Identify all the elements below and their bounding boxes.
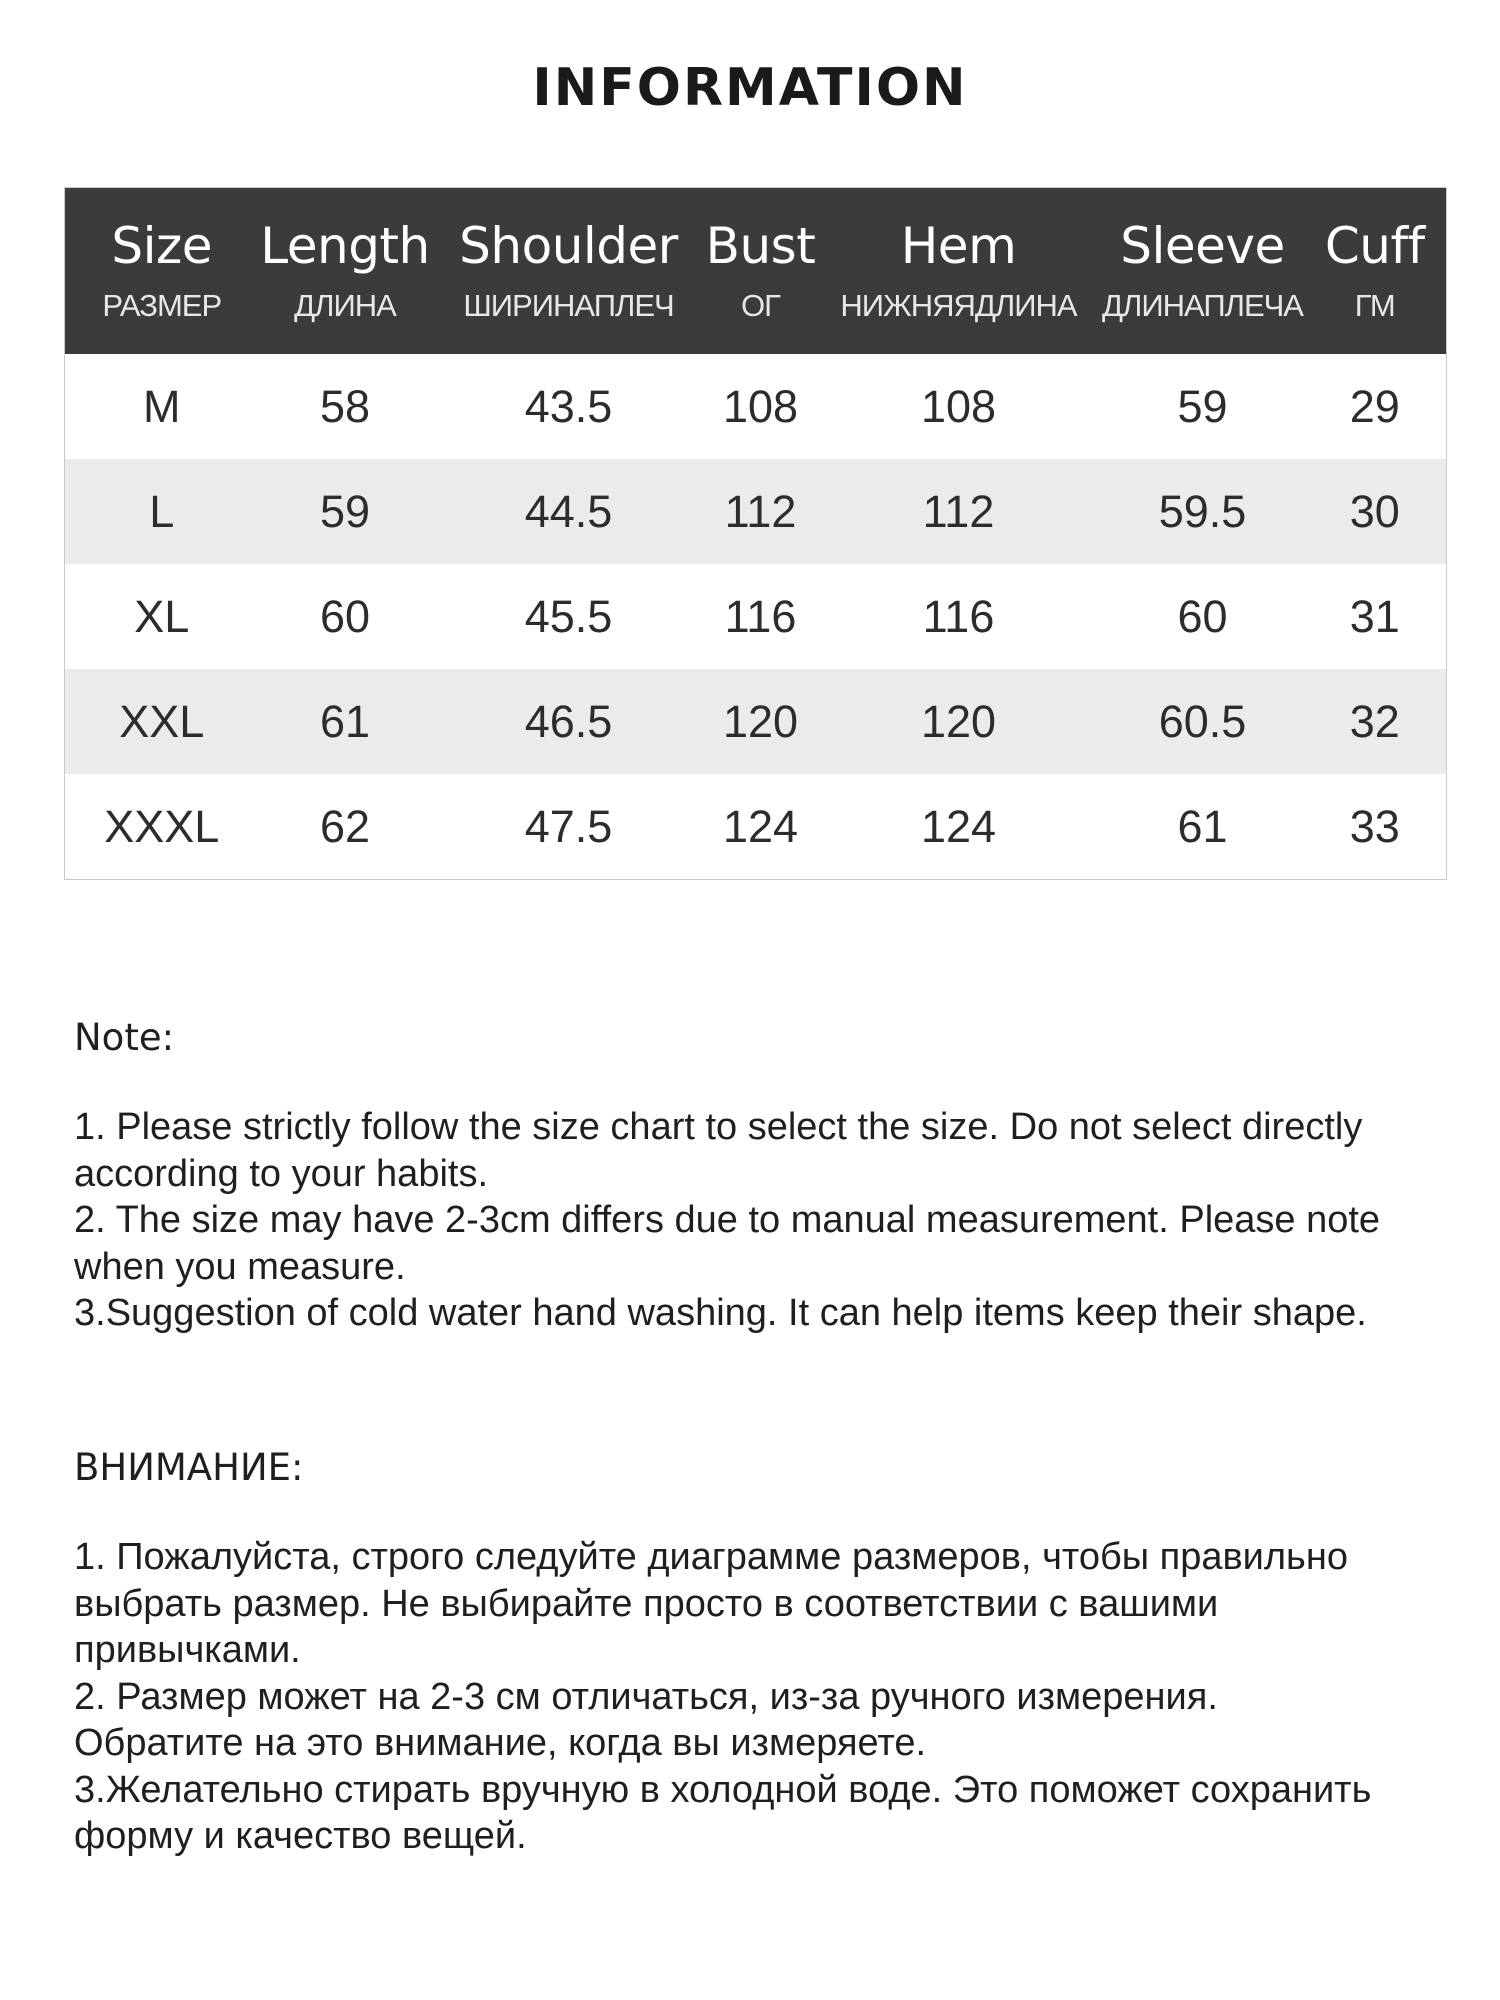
table-cell: 112 [922, 485, 995, 537]
table-cell: XXL [119, 695, 205, 747]
note-line: according to your habits. [74, 1152, 489, 1195]
table-row [65, 459, 1447, 564]
table-cell: 30 [1349, 485, 1400, 537]
column-header-ru: НИЖНЯЯДЛИНА [840, 288, 1077, 323]
table-cell: 33 [1349, 800, 1400, 852]
size-chart-table [64, 187, 1447, 880]
table-body [65, 354, 1447, 880]
note-line: 3.Suggestion of cold water hand washing. It can help items keep their shape. [74, 1292, 1367, 1334]
note-line: Обратите на это внимание, когда вы измеряете. [74, 1722, 927, 1764]
table-row [65, 669, 1447, 774]
column-header-ru: РАЗМЕР [102, 288, 222, 323]
column-header-en: Cuff [1324, 217, 1425, 275]
table-cell: 59.5 [1158, 485, 1247, 537]
table-cell: 108 [722, 380, 799, 432]
table-cell: 44.5 [524, 485, 613, 537]
note-russian [74, 1440, 1454, 1860]
column-header-sleeve [1102, 188, 1304, 355]
note-line: 2. The size may have 2-3cm differs due to manual measurement. Please note [74, 1199, 1381, 1241]
table-row [65, 774, 1447, 880]
column-header-en: Shoulder [459, 217, 678, 275]
table-cell: 108 [920, 380, 997, 432]
page-title: INFORMATION [532, 58, 968, 118]
table-cell: 32 [1349, 695, 1400, 747]
table-cell: 62 [319, 800, 371, 852]
table-cell: 112 [724, 485, 797, 537]
note-heading: ВНИМАНИЕ: [74, 1446, 304, 1489]
note-line: привычками. [74, 1629, 301, 1671]
column-header-en: Hem [900, 217, 1017, 275]
note-line: when you measure. [74, 1245, 406, 1288]
table-row [65, 354, 1447, 459]
table-cell: 61 [1177, 800, 1228, 852]
column-header-ru: ДЛИНА [294, 288, 396, 323]
table-cell: 60.5 [1158, 695, 1247, 747]
table-cell: XXXL [104, 800, 220, 852]
table-cell: 47.5 [524, 800, 613, 852]
note-english [74, 1010, 1454, 1337]
column-header-ru: ОГ [741, 288, 780, 323]
table-cell: 124 [920, 800, 997, 852]
table-cell: 46.5 [524, 695, 613, 747]
column-header-shoulder [432, 188, 706, 355]
table-cell: 61 [319, 695, 371, 747]
table-cell: M [143, 380, 181, 432]
note-line: 3.Желательно стирать вручную в холодной воде. Это поможет сохранить [74, 1768, 1372, 1811]
table-cell: 43.5 [524, 380, 613, 432]
column-header-en: Length [260, 217, 430, 275]
note-heading: Note: [74, 1016, 175, 1059]
table-cell: XL [134, 590, 190, 642]
header-row [65, 188, 1447, 355]
table-cell: 59 [1177, 380, 1228, 432]
column-header-size [65, 188, 259, 355]
column-header-en: Size [111, 217, 213, 275]
note-line: выбрать размер. Не выбирайте просто в соответствии с вашими [74, 1582, 1219, 1625]
table-row [65, 564, 1447, 669]
column-header-en: Bust [705, 217, 816, 275]
note-line: 1. Please strictly follow the size chart to select the size. Do not select directly [74, 1106, 1363, 1148]
note-line: 2. Размер может на 2-3 см отличаться, из-за ручного измерения. [74, 1675, 1218, 1718]
table-cell: 116 [724, 590, 797, 642]
table-header [65, 188, 1447, 355]
note-line: форму и качество вещей. [74, 1815, 527, 1857]
column-header-length [259, 188, 432, 355]
table-cell: 124 [722, 800, 799, 852]
note-line: 1. Пожалуйста, строго следуйте диаграмме размеров, чтобы правильно [74, 1536, 1348, 1578]
column-header-ru: ШИРИНАПЛЕЧ [463, 288, 674, 323]
table-cell: 60 [1177, 590, 1228, 642]
table-cell: 31 [1349, 590, 1400, 642]
column-header-hem [816, 188, 1102, 355]
column-header-en: Sleeve [1120, 217, 1285, 275]
column-header-bust [706, 188, 816, 355]
column-header-ru: ГМ [1354, 288, 1395, 323]
column-header-cuff [1304, 188, 1447, 355]
table-cell: 59 [319, 485, 371, 537]
table-cell: 45.5 [524, 590, 613, 642]
column-header-ru: ДЛИНАПЛЕЧА [1102, 288, 1303, 323]
table-cell: L [149, 485, 175, 537]
table-cell: 58 [319, 380, 371, 432]
table-cell: 116 [922, 590, 995, 642]
table-cell: 29 [1349, 380, 1400, 432]
table-cell: 60 [319, 590, 371, 642]
table-cell: 120 [920, 695, 997, 747]
table-cell: 120 [722, 695, 799, 747]
